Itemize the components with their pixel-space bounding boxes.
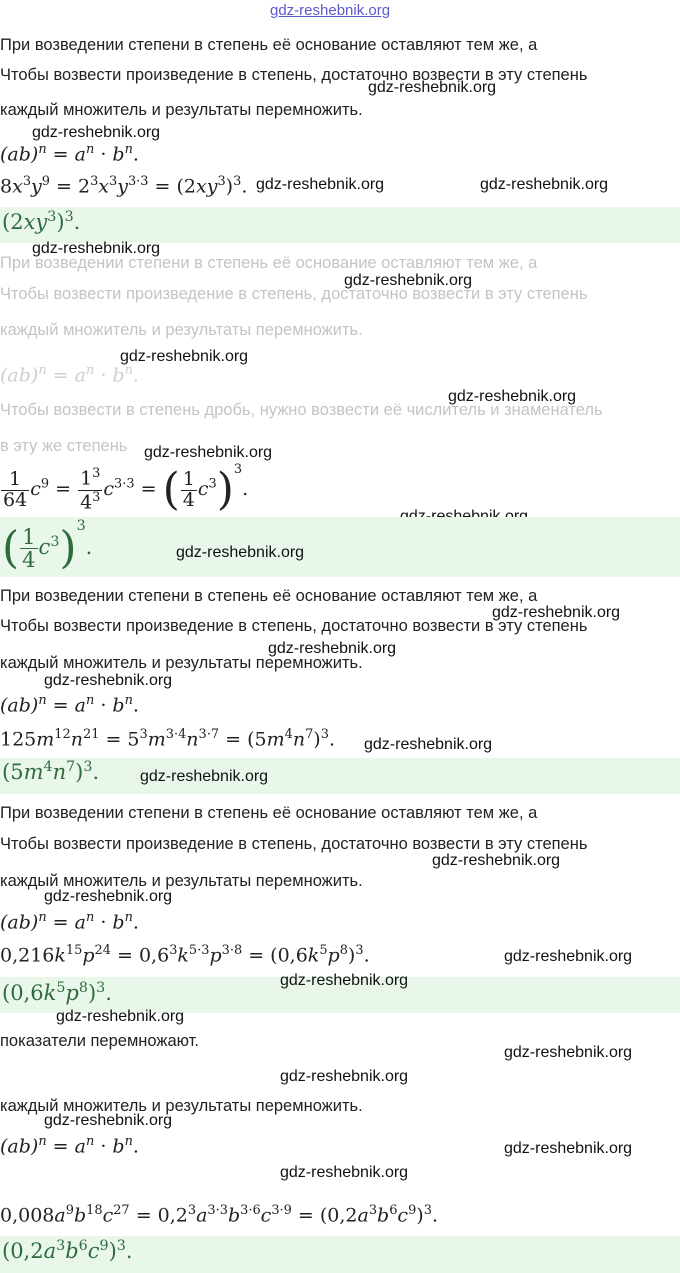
problem-4-answer: $(0,6k^5p^8)^3$.	[2, 980, 112, 1005]
watermark: gdz-reshebnik.org	[432, 852, 561, 869]
watermark-top-link[interactable]: gdz-reshebnik.org	[270, 2, 391, 19]
rule-power-text-faded: При возведении степени в степень её основание оставляют тем же, а	[0, 254, 538, 272]
rule-product-text-cont: каждый множитель и результаты перемножить.	[0, 101, 363, 119]
rule-power-text: При возведении степени в степень её основание оставляют тем же, а	[0, 36, 538, 54]
watermark: gdz-reshebnik.org	[44, 888, 173, 905]
rule-fraction-text: Чтобы возвести в степень дробь, нужно возвести её числитель и знаменатель	[0, 401, 603, 419]
problem-1-answer: $(2xy^3)^3$.	[2, 209, 81, 234]
watermark: gdz-reshebnik.org	[368, 79, 497, 96]
rule-product-text-cont-faded: каждый множитель и результаты перемножить.	[0, 321, 363, 339]
watermark: gdz-reshebnik.org	[364, 736, 493, 753]
watermark: gdz-reshebnik.org	[480, 176, 609, 193]
watermark: gdz-reshebnik.org	[32, 124, 161, 141]
formula-product: $(ab)^n = a^n \cdot b^n$.	[0, 1134, 139, 1158]
watermark: gdz-reshebnik.org	[280, 1164, 409, 1181]
formula-product: $(ab)^n = a^n \cdot b^n$.	[0, 693, 139, 717]
watermark: gdz-reshebnik.org	[280, 972, 409, 989]
problem-4-work: $0,216k^{15}p^{24} = 0,6^3k^{5\cdot 3}p^{3\cdot 8} = (0,6k^5p^8)^3$.	[0, 943, 370, 967]
problem-5-work: $0,008a^9b^{18}c^{27} = 0,2^3a^{3\cdot 3}b^{3\cdot 6}c^{3\cdot 9} = (0,2a^3b^6c^9)^3$.	[0, 1203, 438, 1227]
problem-3-answer: $(5m^4n^7)^3$.	[2, 759, 100, 784]
watermark: gdz-reshebnik.org	[504, 1044, 633, 1061]
answer-band-1	[0, 207, 680, 243]
formula-product-faded: $(ab)^n = a^n \cdot b^n$.	[0, 363, 139, 387]
watermark: gdz-reshebnik.org	[256, 176, 385, 193]
formula-product: $(ab)^n = a^n \cdot b^n$.	[0, 910, 139, 934]
answer-band-3	[0, 758, 680, 794]
watermark: gdz-reshebnik.org	[140, 768, 269, 785]
rule-fraction-text-cont: в эту же степень	[0, 437, 128, 455]
formula-product: $(ab)^n = a^n \cdot b^n$.	[0, 142, 139, 166]
answer-band-2	[0, 517, 680, 577]
rule-product-text: Чтобы возвести произведение в степень, достаточно возвести в эту степень	[0, 66, 588, 84]
watermark: gdz-reshebnik.org	[448, 388, 577, 405]
watermark: gdz-reshebnik.org	[280, 1068, 409, 1085]
rule-power-text: При возведении степени в степень её основание оставляют тем же, а	[0, 587, 538, 605]
watermark: gdz-reshebnik.org	[176, 544, 305, 561]
watermark: gdz-reshebnik.org	[32, 240, 161, 257]
problem-1-work: $8x^3y^9 = 2^3x^3y^{3\cdot 3} = (2xy^3)^3$.	[0, 174, 248, 198]
watermark: gdz-reshebnik.org	[144, 444, 273, 461]
problem-5-answer: $(0,2a^3b^6c^9)^3$.	[2, 1238, 133, 1263]
watermark: gdz-reshebnik.org	[44, 672, 173, 689]
watermark: gdz-reshebnik.org	[44, 1112, 173, 1129]
problem-2-work: $\frac{1}{64}$ $c^9$ = $\frac{1^3}{4^3}$ $c^{3\cdot 3}$ = ( $\frac{1}{4}$ $c^3)^3$.	[3, 462, 249, 515]
rule-product-text-cont: каждый множитель и результаты перемножить.	[0, 872, 363, 890]
watermark: gdz-reshebnik.org	[120, 348, 249, 365]
watermark: gdz-reshebnik.org	[344, 272, 473, 289]
watermark: gdz-reshebnik.org	[504, 1140, 633, 1157]
watermark: gdz-reshebnik.org	[56, 1008, 185, 1025]
rule-product-text-cont: каждый множитель и результаты перемножить.	[0, 1097, 363, 1115]
rule-product-text-faded: Чтобы возвести произведение в степень, достаточно возвести в эту степень	[0, 285, 588, 303]
watermark: gdz-reshebnik.org	[268, 640, 397, 657]
rule-power-text: При возведении степени в степень её основание оставляют тем же, а	[0, 804, 538, 822]
rule-power-end-text: показатели перемножают.	[0, 1032, 199, 1050]
rule-product-text: Чтобы возвести произведение в степень, достаточно возвести в эту степень	[0, 835, 588, 853]
problem-3-work: $125m^{12}n^{21} = 5^3m^{3\cdot 4}n^{3\cdot 7} = (5m^4n^7)^3$.	[0, 727, 335, 751]
rule-product-text-cont: каждый множитель и результаты перемножить.	[0, 654, 363, 672]
rule-product-text: Чтобы возвести произведение в степень, достаточно возвести в эту степень	[0, 617, 588, 635]
watermark: gdz-reshebnik.org	[492, 604, 621, 621]
problem-2-answer: ( $\frac{1}{4}$ $c^3)^3$.	[2, 518, 93, 574]
watermark: gdz-reshebnik.org	[504, 948, 633, 965]
